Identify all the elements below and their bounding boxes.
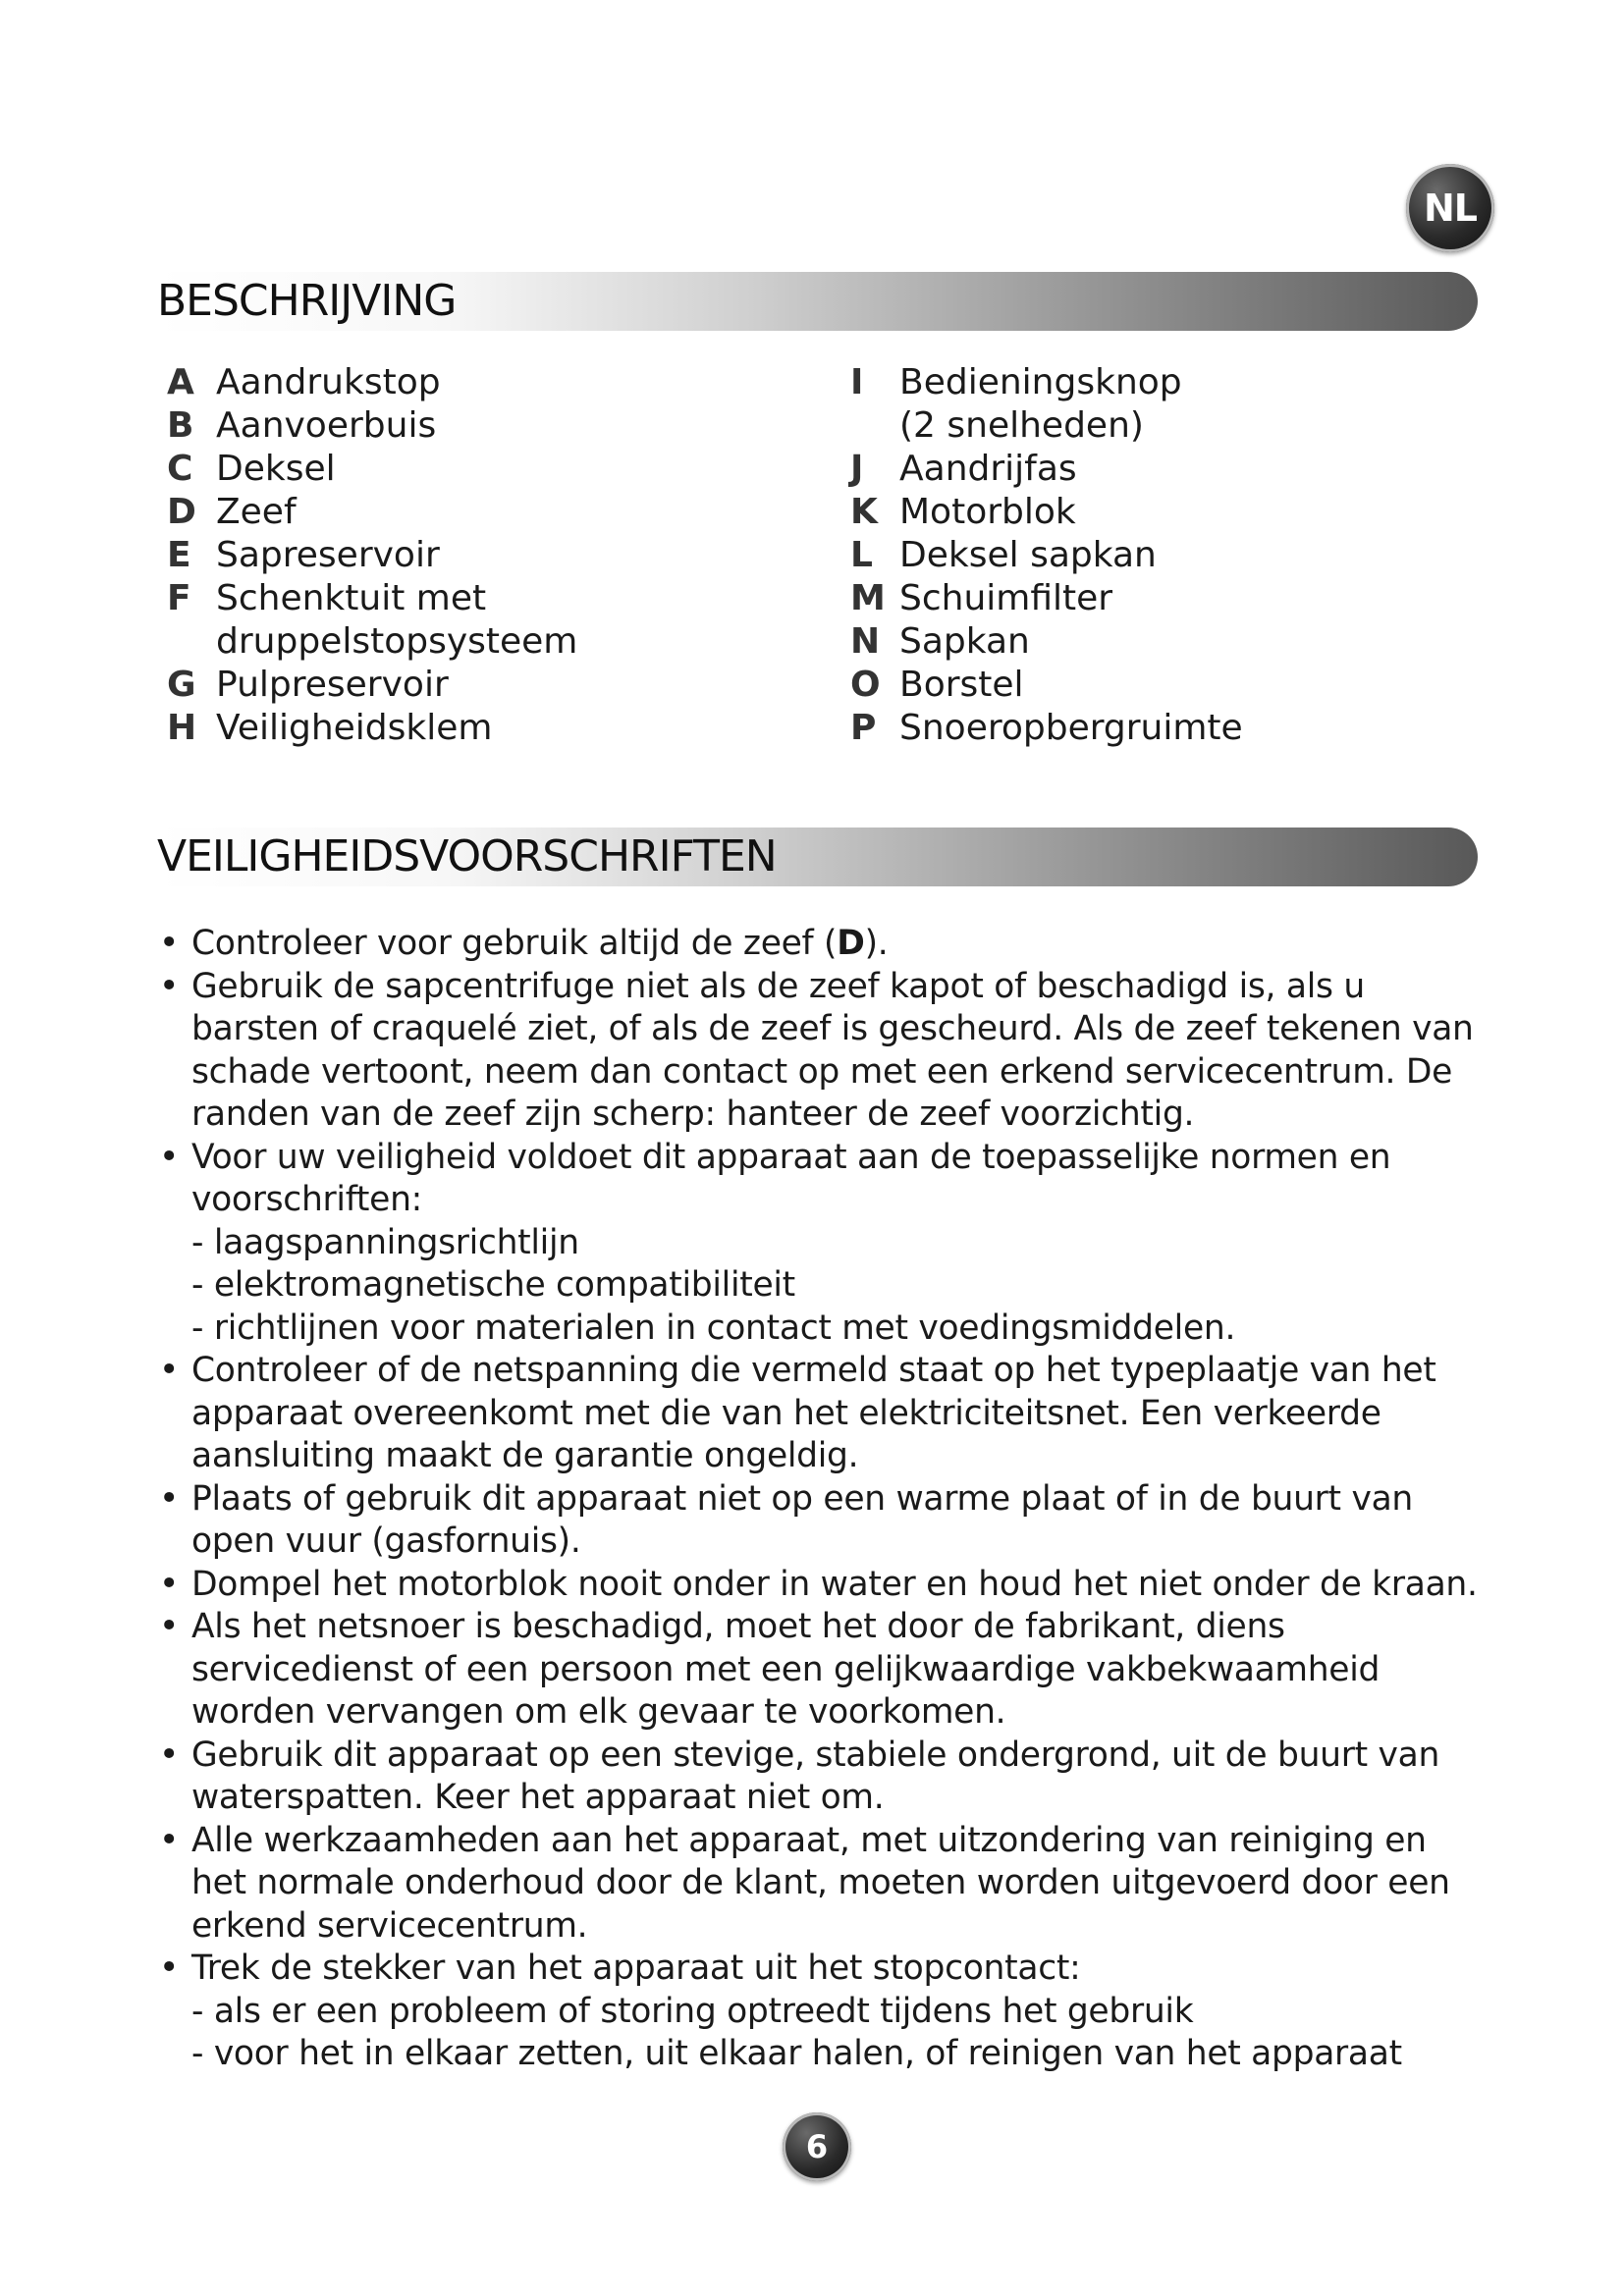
part-item-i (850, 361, 1243, 448)
bullet-text: Gebruik de sapcentrifuge niet als de zeef kapot of beschadigd is, als u barsten of craquelé ziet, of als de zeef is gescheurd. Als de zeef tekenen van schade vertoont, neem dan contact op met een erkend servicecentrum. De randen van de zeef zijn scherp: hanteer de zeef voorzichtig. (191, 966, 1474, 1134)
part-letter: L (850, 535, 873, 575)
page-number: 6 (783, 2112, 851, 2181)
bullet-dot: • (159, 1137, 180, 1177)
safety-bullet (159, 923, 1485, 966)
part-item-n (850, 620, 1243, 664)
part-label: Deksel (216, 449, 336, 489)
part-letter: P (850, 708, 877, 748)
part-item-l (850, 534, 1243, 577)
safety-bullet (159, 966, 1485, 1137)
part-letter: A (167, 362, 194, 402)
part-label: Borstel (899, 665, 1024, 705)
part-label: Motorblok (899, 492, 1076, 532)
bullet-text: Plaats of gebruik dit apparaat niet op een warme plaat of in de buurt van open vuur (gasfornuis). (191, 1478, 1413, 1561)
part-letter: K (850, 492, 878, 532)
safety-bullet (159, 1478, 1485, 1564)
safety-title: VEILIGHEIDSVOORSCHRIFTEN (157, 831, 777, 881)
part-item-h (167, 707, 577, 750)
bullet-dot: • (159, 924, 180, 963)
bullet-text-part: Controleer voor gebruik altijd de zeef ( (191, 924, 838, 963)
safety-header-bar (157, 828, 1478, 886)
part-reference: D (837, 924, 865, 963)
bullet-dot: • (159, 966, 180, 1006)
part-item-o (850, 664, 1243, 707)
description-header-bar (157, 272, 1478, 331)
bullet-dot: • (159, 1478, 180, 1519)
part-label: Aandrukstop (216, 362, 441, 402)
safety-instructions (159, 923, 1485, 2076)
part-label: Schuimfilter (899, 578, 1113, 618)
part-item-p (850, 707, 1243, 750)
part-letter: D (167, 492, 196, 532)
part-letter: H (167, 708, 197, 748)
part-item-f (167, 577, 577, 664)
bullet-text: Gebruik dit apparaat op een stevige, stabiele ondergrond, uit de buurt van waterspatten. Keer het apparaat niet om. (191, 1735, 1440, 1817)
safety-bullet (159, 1137, 1485, 1222)
part-item-k (850, 491, 1243, 534)
part-letter: B (167, 405, 194, 446)
part-letter: E (167, 535, 191, 575)
bullet-text: Trek de stekker van het apparaat uit het stopcontact: (191, 1949, 1081, 1988)
part-label: Aanvoerbuis (216, 405, 437, 446)
bullet-dot: • (159, 1820, 180, 1860)
sub-item: - voor het in elkaar zetten, uit elkaar halen, of reinigen van het apparaat (191, 2034, 1402, 2073)
language-badge: NL (1406, 164, 1494, 252)
part-letter: C (167, 449, 193, 489)
bullet-text: Alle werkzaamheden aan het apparaat, met uitzondering van reiniging en het normale onderhoud door de klant, moeten worden uitgevoerd door een erkend servicecentrum. (191, 1820, 1450, 1946)
description-title: BESCHRIJVING (157, 276, 457, 326)
part-letter: M (850, 578, 886, 618)
part-item-j (850, 448, 1243, 491)
part-label: Sapreservoir (216, 535, 440, 575)
part-item-b (167, 404, 577, 448)
part-letter: J (850, 449, 864, 489)
bullet-dot: • (159, 1949, 180, 1988)
part-letter: N (850, 621, 881, 662)
sub-item: - richtlijnen voor materialen in contact met voedingsmiddelen. (191, 1308, 1236, 1348)
part-label: Zeef (216, 492, 297, 532)
part-letter: F (167, 578, 191, 618)
safety-bullet (159, 1735, 1485, 1820)
bullet-dot: • (159, 1607, 180, 1646)
part-item-a (167, 361, 577, 404)
safety-bullet (159, 1948, 1485, 1991)
bullet-dot: • (159, 1735, 180, 1775)
parts-list-right (850, 361, 1243, 750)
bullet-text: Controleer of de netspanning die vermeld staat op het typeplaatje van het apparaat overeenkomt met die van het elektriciteitsnet. Een verkeerde aansluiting maakt de garantie ongeldig. (191, 1351, 1436, 1475)
parts-list-left (167, 361, 577, 750)
bullet-dot: • (159, 1564, 180, 1604)
part-letter: G (167, 665, 196, 705)
part-letter: O (850, 665, 881, 705)
part-label: Pulpreservoir (216, 665, 449, 705)
bullet-text: Als het netsnoer is beschadigd, moet het door de fabrikant, diens servicedienst of een persoon met een gelijkwaardige vakbekwaamheid worden vervangen om elk gevaar te voorkomen. (191, 1607, 1380, 1732)
bullet-text: Voor uw veiligheid voldoet dit apparaat aan de toepasselijke normen en voorschriften: (191, 1137, 1391, 1219)
part-letter: I (850, 362, 864, 402)
safety-bullet (159, 1606, 1485, 1735)
part-item-c (167, 448, 577, 491)
safety-bullet (159, 1564, 1485, 1607)
sub-item: - als er een probleem of storing optreedt tijdens het gebruik (191, 1991, 1194, 2031)
part-label: Deksel sapkan (899, 535, 1157, 575)
bullet-text (191, 923, 1485, 966)
part-item-e (167, 534, 577, 577)
sub-item: - laagspanningsrichtlijn (191, 1222, 579, 1262)
part-label: Sapkan (899, 621, 1030, 662)
bullet-text-part: ). (864, 924, 889, 963)
sub-item: - elektromagnetische compatibiliteit (191, 1265, 795, 1305)
part-item-m (850, 577, 1243, 620)
part-label: Schenktuit met druppelstopsysteem (216, 578, 578, 662)
part-item-g (167, 664, 577, 707)
safety-bullet (159, 1350, 1485, 1478)
bullet-text: Dompel het motorblok nooit onder in water en houd het niet onder de kraan. (191, 1564, 1478, 1604)
part-label: Aandrijfas (899, 449, 1077, 489)
safety-bullet (159, 1820, 1485, 1949)
bullet-dot: • (159, 1351, 180, 1390)
part-item-d (167, 491, 577, 534)
part-label: Bedieningsknop (2 snelheden) (899, 362, 1182, 446)
part-label: Snoeropbergruimte (899, 708, 1243, 748)
part-label: Veiligheidsklem (216, 708, 493, 748)
